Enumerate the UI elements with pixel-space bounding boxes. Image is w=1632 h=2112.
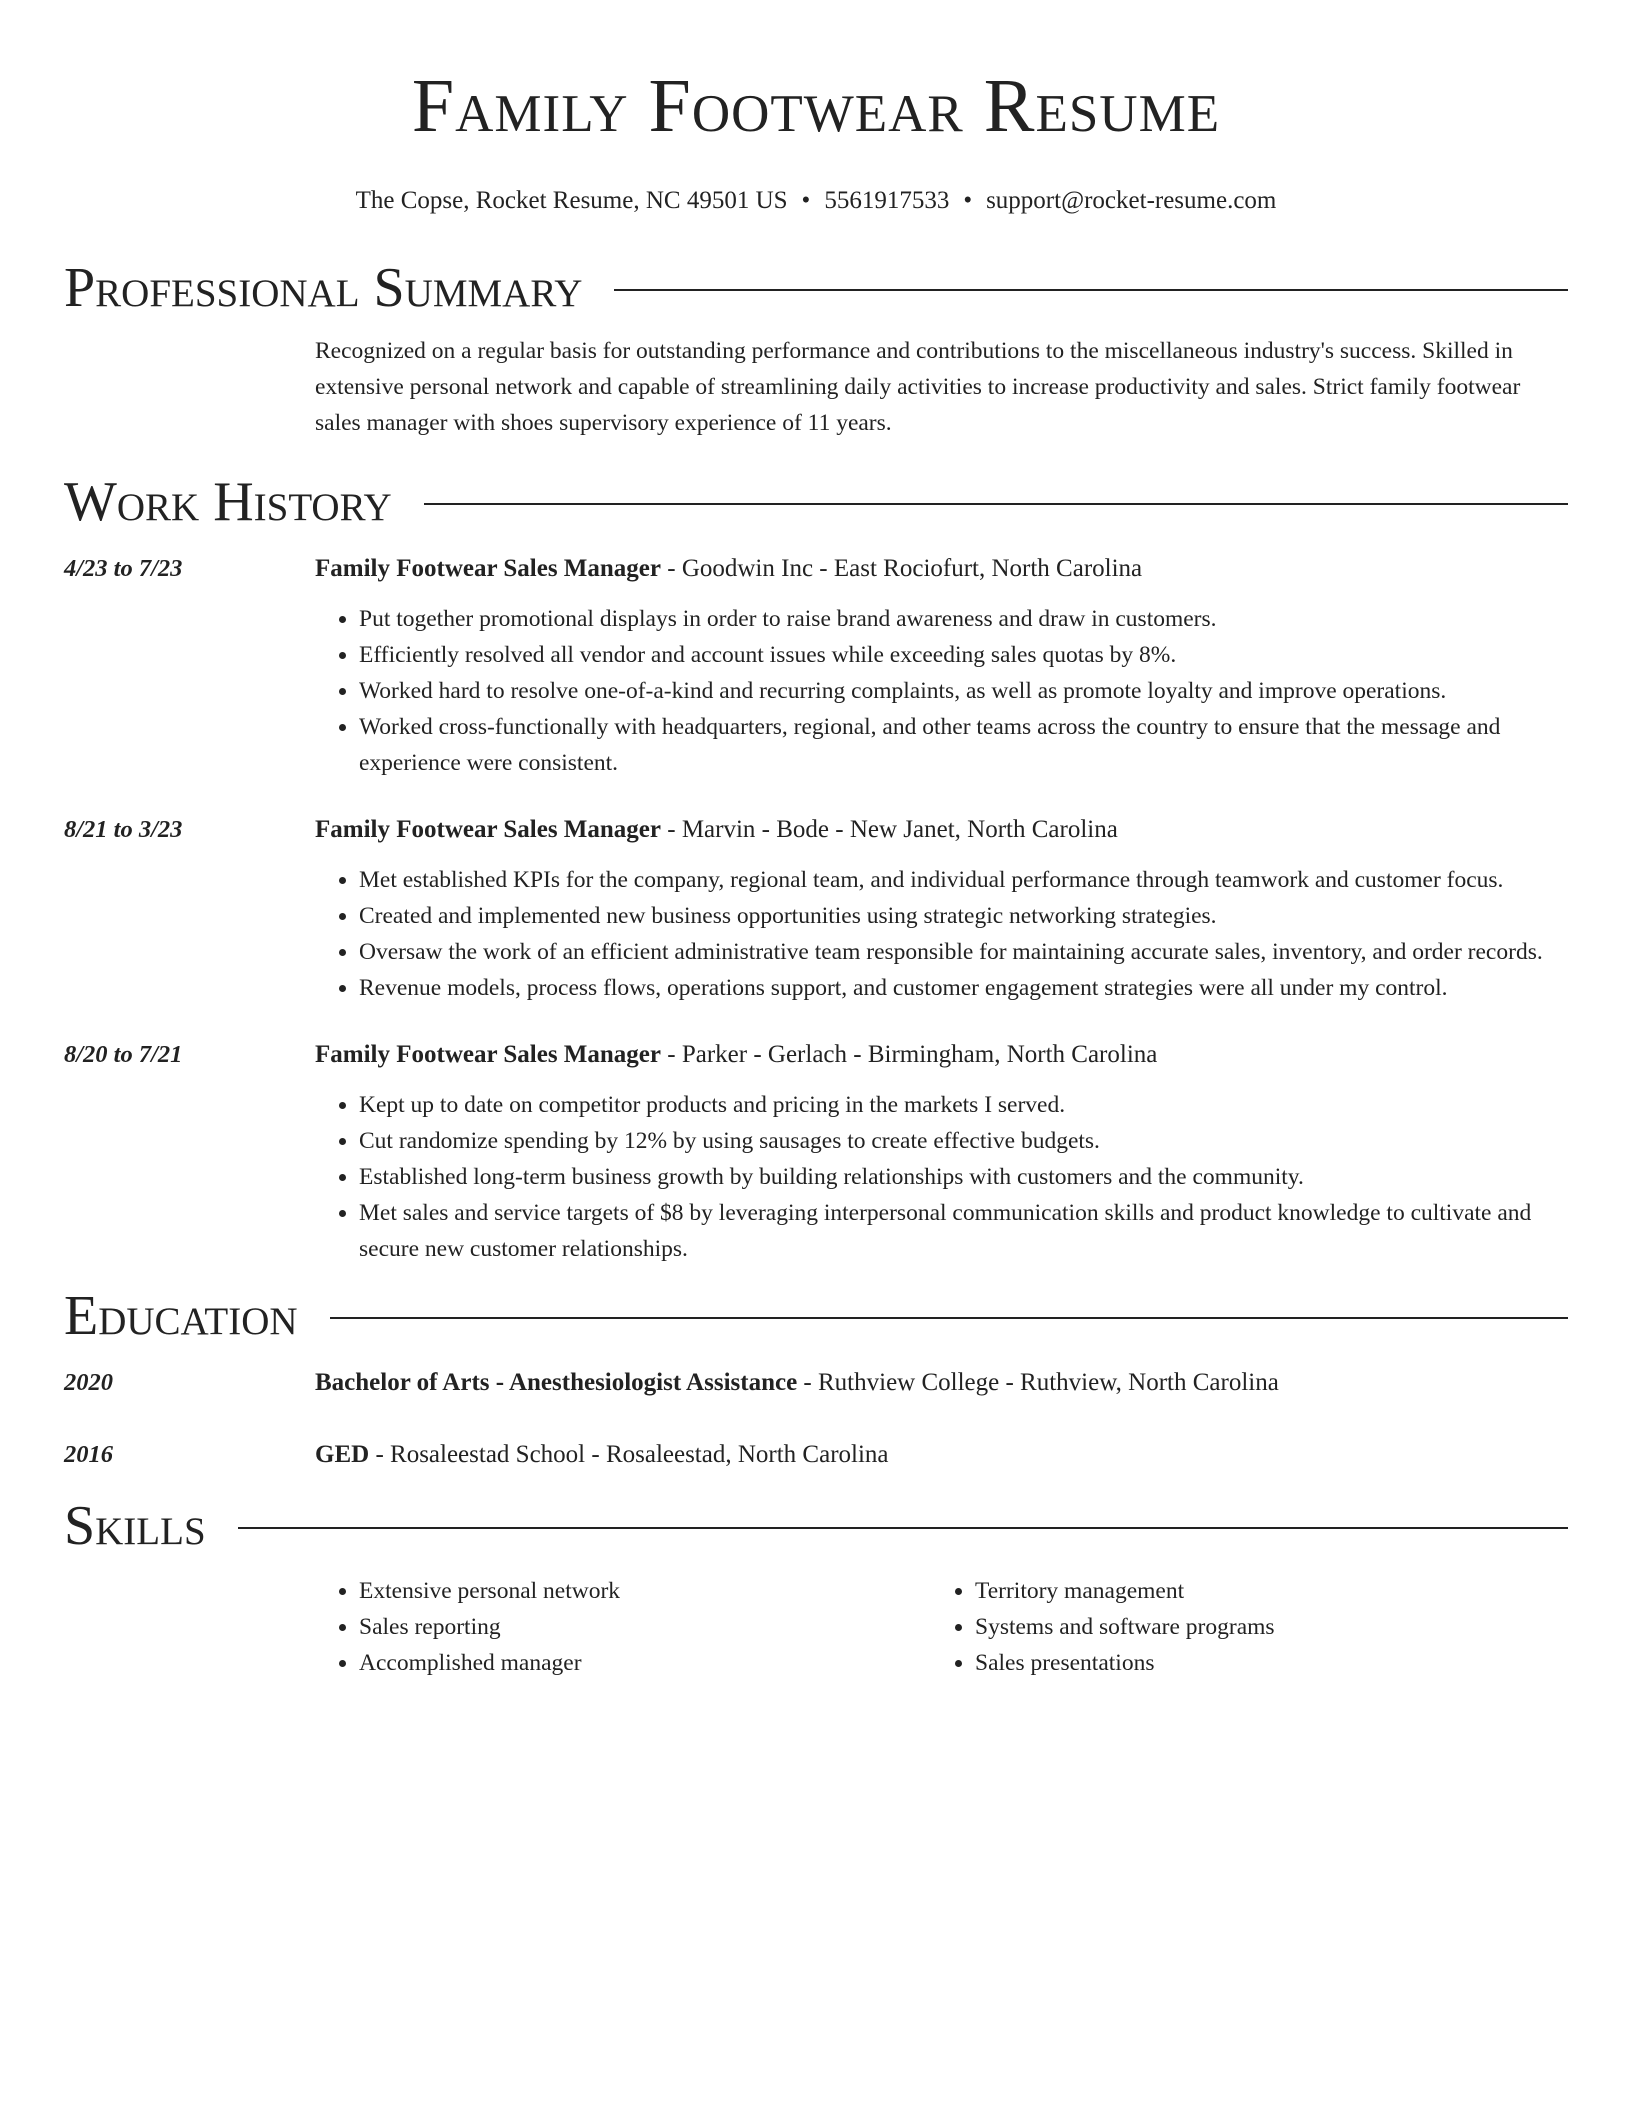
skills-column-left (315, 1573, 931, 1681)
email: support@rocket-resume.com (986, 187, 1277, 214)
education-section-header (64, 1281, 1568, 1351)
skills-column-right (931, 1573, 1547, 1681)
list-item: • Revenue models, process flows, operations support, and customer engagement strategies were all under my control. (359, 970, 1568, 1006)
job-headline (315, 549, 1568, 589)
skills-section-header (64, 1491, 1568, 1561)
education-detail (315, 1363, 1568, 1403)
education-school: - Rosaleestad School - Rosaleestad, North Carolina (369, 1441, 889, 1468)
job-detail (315, 549, 1568, 781)
job-title: Family Footwear Sales Manager (315, 816, 661, 843)
job-detail (315, 810, 1568, 1006)
skill-item: • Sales reporting (359, 1609, 931, 1645)
education-entry (64, 1363, 1568, 1403)
job-title: Family Footwear Sales Manager (315, 555, 661, 582)
resume-title: Family Footwear Resume (411, 64, 1221, 148)
job-dates: 8/21 to 3/23 (64, 816, 183, 843)
list-item: • Kept up to date on competitor products and pricing in the markets I served. (359, 1087, 1568, 1123)
summary-heading: Professional Summary (64, 257, 583, 319)
job-entry (64, 549, 1568, 781)
education-entry (64, 1435, 1568, 1475)
skill-item: • Extensive personal network (359, 1573, 931, 1609)
job-entry (64, 1035, 1568, 1267)
list-item: • Met sales and service targets of $8 by leveraging interpersonal communication skills and product knowledge to cultivate and secure new customer relationships. (359, 1195, 1568, 1267)
job-employer: - Goodwin Inc - East Rociofurt, North Carolina (661, 555, 1143, 582)
skill-item: • Territory management (975, 1573, 1547, 1609)
summary-text: Recognized on a regular basis for outstanding performance and contributions to the miscellaneous industry's success. Skilled in extensive personal network and capable of streamlining daily activities to increase productivity and sales. Strict family footwear sales manager with shoes supervisory experience of 11 years. (315, 338, 1521, 436)
summary-body (315, 333, 1568, 441)
job-dates: 8/20 to 7/21 (64, 1041, 183, 1068)
work-heading: Work History (64, 471, 392, 533)
education-degree: GED (315, 1441, 370, 1468)
list-item: • Established long-term business growth by building relationships with customers and the community. (359, 1159, 1568, 1195)
section-divider (614, 289, 1568, 291)
skill-item: • Sales presentations (975, 1645, 1547, 1681)
job-bullets (315, 1087, 1568, 1267)
address: The Copse, Rocket Resume, NC 49501 US (355, 187, 788, 214)
job-detail (315, 1035, 1568, 1267)
work-section-header (64, 467, 1568, 537)
education-degree: Bachelor of Arts - Anesthesiologist Assistance (315, 1369, 798, 1396)
contact-line (64, 181, 1568, 221)
education-detail (315, 1435, 1568, 1475)
education-school: - Ruthview College - Ruthview, North Carolina (797, 1369, 1279, 1396)
phone: 5561917533 (824, 187, 950, 214)
education-year: 2020 (64, 1369, 113, 1396)
skill-item: • Systems and software programs (975, 1609, 1547, 1645)
section-divider (424, 503, 1568, 505)
separator-dot: • (801, 187, 811, 214)
education-year: 2016 (64, 1441, 113, 1468)
skills-heading: Skills (64, 1495, 206, 1557)
list-item: • Oversaw the work of an efficient administrative team responsible for maintaining accurate sales, inventory, and order records. (359, 934, 1568, 970)
job-dates: 4/23 to 7/23 (64, 555, 183, 582)
job-bullets (315, 601, 1568, 781)
job-title: Family Footwear Sales Manager (315, 1041, 661, 1068)
job-employer: - Marvin - Bode - New Janet, North Carolina (661, 816, 1118, 843)
section-divider (238, 1527, 1568, 1529)
job-headline (315, 810, 1568, 850)
list-item: • Created and implemented new business opportunities using strategic networking strategies. (359, 898, 1568, 934)
list-item: • Efficiently resolved all vendor and account issues while exceeding sales quotas by 8%. (359, 637, 1568, 673)
job-bullets (315, 862, 1568, 1006)
job-headline (315, 1035, 1568, 1075)
list-item: • Worked cross-functionally with headquarters, regional, and other teams across the country to ensure that the message and experience were consistent. (359, 709, 1568, 781)
job-employer: - Parker - Gerlach - Birmingham, North Carolina (661, 1041, 1158, 1068)
skill-item: • Accomplished manager (359, 1645, 931, 1681)
education-heading: Education (64, 1285, 298, 1347)
section-divider (330, 1317, 1568, 1319)
list-item: • Cut randomize spending by 12% by using sausages to create effective budgets. (359, 1123, 1568, 1159)
job-entry (64, 810, 1568, 1006)
list-item: • Put together promotional displays in order to raise brand awareness and draw in customers. (359, 601, 1568, 637)
list-item: • Met established KPIs for the company, regional team, and individual performance through teamwork and customer focus. (359, 862, 1568, 898)
list-item: • Worked hard to resolve one-of-a-kind and recurring complaints, as well as promote loyalty and improve operations. (359, 673, 1568, 709)
summary-section-header (64, 253, 1568, 323)
separator-dot: • (963, 187, 973, 214)
skills-list (315, 1573, 1568, 1681)
